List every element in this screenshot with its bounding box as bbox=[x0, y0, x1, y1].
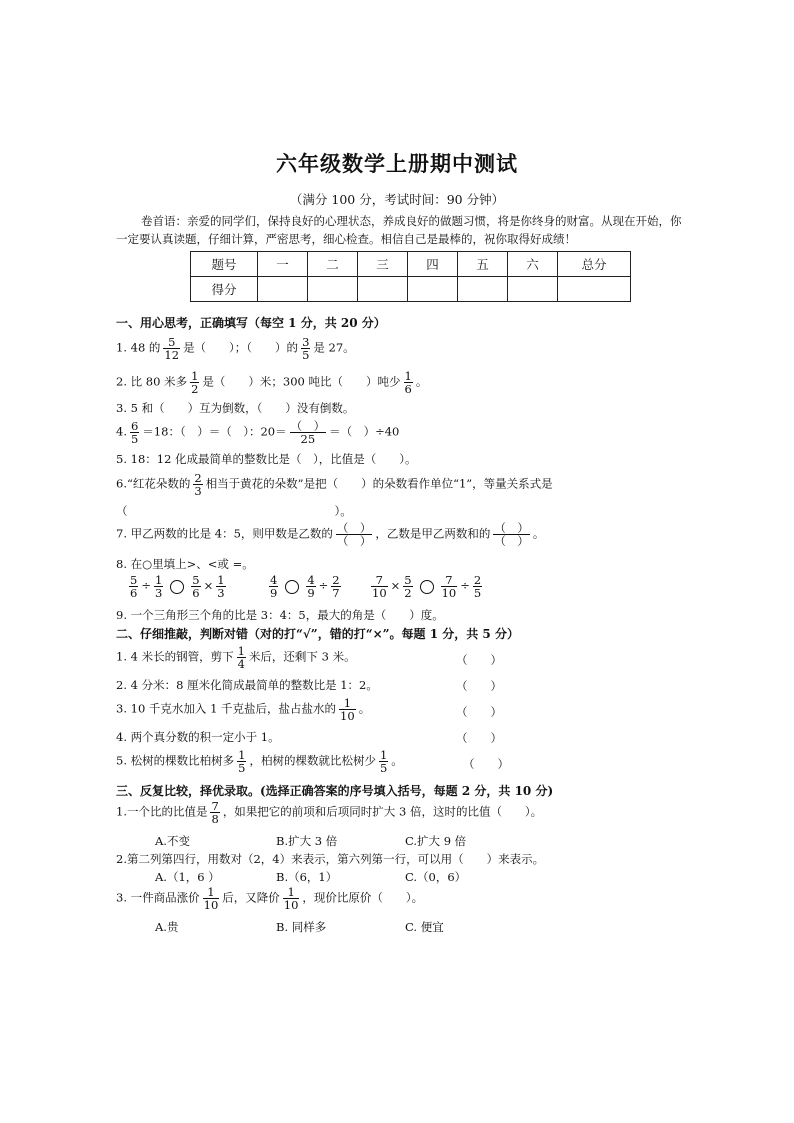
numerator: 1 bbox=[154, 573, 163, 587]
numerator: 1 bbox=[237, 644, 245, 658]
question-text: 1. 48 的 bbox=[116, 340, 161, 355]
question-text: 。 bbox=[415, 374, 428, 389]
denominator: 3 bbox=[154, 586, 163, 600]
denominator: 2 bbox=[191, 382, 199, 396]
question-1-2 bbox=[116, 370, 427, 395]
score-header-cell: 三 bbox=[358, 252, 408, 277]
comparison-3 bbox=[368, 574, 485, 599]
denominator: 10 bbox=[441, 586, 457, 600]
question-1-8: 8. 在○里填上>、<或 =。 bbox=[116, 557, 254, 571]
question-text: 后，又降价 bbox=[222, 890, 280, 905]
numerator: 1 bbox=[404, 369, 412, 383]
question-text: 是（ ）米；300 吨比（ ）吨少 bbox=[202, 374, 401, 389]
option-c[interactable]: C.（0，6） bbox=[405, 870, 467, 884]
fraction bbox=[190, 370, 199, 395]
fraction bbox=[404, 370, 413, 395]
numerator: 5 bbox=[404, 573, 412, 587]
fraction bbox=[203, 886, 220, 911]
fraction bbox=[379, 749, 388, 774]
option-b[interactable]: B.（6，1） bbox=[276, 870, 338, 884]
question-text: ，柏树的棵数就比松树少 bbox=[249, 753, 376, 768]
fraction bbox=[154, 574, 163, 599]
score-header-cell: 五 bbox=[458, 252, 508, 277]
score-header-cell: 四 bbox=[408, 252, 458, 277]
answer-bracket[interactable]: （ ） bbox=[456, 679, 502, 693]
option-c[interactable]: C. 便宜 bbox=[405, 920, 444, 934]
denominator: 9 bbox=[307, 586, 315, 600]
question-1-9: 9. 一个三角形三个角的比是 3：4：5，最大的角是（ ）度。 bbox=[116, 608, 444, 622]
denominator: 5 bbox=[302, 348, 310, 362]
operator: × bbox=[203, 578, 214, 593]
fraction bbox=[193, 472, 202, 497]
question-text: 6.“红花朵数的 bbox=[116, 476, 191, 491]
answer-bracket[interactable]: （ ） bbox=[456, 653, 502, 667]
numerator: 1 bbox=[379, 748, 388, 762]
option-c[interactable]: C.扩大 9 倍 bbox=[405, 834, 467, 848]
fraction bbox=[403, 574, 412, 599]
numerator: 1 bbox=[191, 369, 199, 383]
numerator: 1 bbox=[339, 697, 356, 710]
score-input-cell[interactable] bbox=[358, 277, 408, 302]
question-text: 米后，还剩下 3 米。 bbox=[248, 649, 356, 664]
fraction bbox=[371, 574, 388, 599]
fraction bbox=[237, 645, 246, 670]
numerator: （ ） bbox=[290, 419, 326, 433]
question-3-2: 2.第二列第四行，用数对（2，4）来表示，第六列第一行，可以用（ ）来表示。 bbox=[116, 852, 545, 866]
question-text: ，如果把它的前项和后项同时扩大 3 倍，这时的比值（ ）。 bbox=[222, 804, 543, 819]
denominator: 6 bbox=[404, 382, 412, 396]
fraction bbox=[283, 886, 300, 911]
denominator: 10 bbox=[340, 709, 355, 723]
fraction bbox=[237, 749, 246, 774]
numerator: 4 bbox=[307, 573, 315, 587]
question-1-6 bbox=[116, 472, 553, 497]
operator: ÷ bbox=[141, 578, 151, 593]
answer-bracket[interactable]: （ ） bbox=[463, 757, 509, 771]
question-text: 。 bbox=[358, 701, 371, 716]
numerator: 7 bbox=[211, 799, 219, 813]
score-input-cell[interactable] bbox=[458, 277, 508, 302]
denominator: 5 bbox=[130, 432, 139, 446]
question-text: 1.一个比的比值是 bbox=[116, 804, 208, 819]
denominator: 3 bbox=[194, 484, 202, 498]
denominator: 5 bbox=[473, 586, 482, 600]
section-1-heading: 一、用心思考，正确填写（每空 1 分，共 20 分） bbox=[116, 316, 386, 330]
denominator: 5 bbox=[238, 761, 246, 775]
question-1-1 bbox=[116, 336, 355, 361]
denominator: 5 bbox=[379, 761, 388, 775]
question-2-4: 4. 两个真分数的积一定小于 1。 bbox=[116, 730, 280, 744]
numerator: 6 bbox=[130, 419, 139, 433]
question-text: 。 bbox=[532, 526, 545, 541]
denominator: 2 bbox=[404, 586, 412, 600]
score-input-cell[interactable] bbox=[408, 277, 458, 302]
denominator: 7 bbox=[332, 586, 340, 600]
intro-paragraph: 卷首语：亲爱的同学们，保持良好的心理状态，养成良好的做题习惯，将是你终身的财富。从现在开始，你一定要认真读题，仔细计算，严密思考，细心检查。相信自己是最棒的，祝你取得好成绩！ bbox=[116, 214, 682, 246]
numerator: 2 bbox=[194, 471, 202, 485]
question-text: ＝（ ）÷40 bbox=[329, 424, 400, 439]
numerator: 7 bbox=[441, 574, 458, 587]
denominator: （ ） bbox=[494, 534, 529, 548]
fraction bbox=[473, 574, 482, 599]
comparison-1 bbox=[126, 574, 229, 599]
fraction bbox=[130, 420, 139, 445]
question-text: 2. 比 80 米多 bbox=[116, 374, 188, 389]
denominator: 6 bbox=[192, 586, 200, 600]
operator: × bbox=[390, 578, 401, 593]
question-3-1 bbox=[116, 800, 542, 825]
operator: ÷ bbox=[318, 578, 329, 593]
section-3-heading: 三、反复比较，择优录取。(选择正确答案的序号填入括号，每题 2 分，共 10 分) bbox=[116, 784, 554, 798]
question-text: 1. 4 米长的钢管，剪下 bbox=[116, 649, 234, 664]
denominator: 8 bbox=[211, 812, 219, 826]
question-2-3 bbox=[116, 697, 370, 722]
operator: ÷ bbox=[460, 578, 470, 593]
question-1-7 bbox=[116, 522, 544, 547]
question-text: 5. 松树的棵数比柏树多 bbox=[116, 753, 235, 768]
denominator: 3 bbox=[217, 586, 225, 600]
fraction bbox=[269, 574, 278, 599]
score-header-cell: 六 bbox=[508, 252, 558, 277]
question-text: 相当于黄花的朵数”是把（ ）的朵数看作单位“1”，等量关系式是 bbox=[205, 476, 553, 491]
score-label-cell: 得分 bbox=[191, 277, 258, 302]
fraction bbox=[290, 420, 327, 445]
score-input-cell[interactable] bbox=[258, 277, 308, 302]
fraction bbox=[163, 336, 180, 361]
fraction bbox=[331, 574, 340, 599]
answer-circle[interactable] bbox=[170, 580, 184, 594]
score-value-row bbox=[191, 277, 631, 302]
numerator: 5 bbox=[163, 336, 180, 349]
score-header-cell: 总分 bbox=[558, 252, 631, 277]
question-1-3: 3. 5 和（ ）互为倒数，（ ）没有倒数。 bbox=[116, 401, 355, 415]
fraction bbox=[441, 574, 458, 599]
numerator: 1 bbox=[283, 886, 300, 899]
score-header-cell: 二 bbox=[308, 252, 358, 277]
denominator: 10 bbox=[203, 898, 219, 912]
score-header-cell: 一 bbox=[258, 252, 308, 277]
question-text: 3. 一件商品涨价 bbox=[116, 890, 200, 905]
numerator: 1 bbox=[238, 748, 246, 762]
fraction bbox=[339, 697, 356, 722]
option-b[interactable]: B.扩大 3 倍 bbox=[276, 834, 338, 848]
question-text: 是（ ）；（ ）的 bbox=[183, 340, 299, 355]
score-input-cell[interactable] bbox=[508, 277, 558, 302]
question-2-2: 2. 4 分米：8 厘米化简成最简单的整数比是 1：2。 bbox=[116, 678, 378, 692]
numerator: 1 bbox=[217, 573, 225, 587]
question-3-3 bbox=[116, 886, 423, 911]
denominator: 12 bbox=[164, 348, 180, 362]
comparison-2 bbox=[266, 574, 344, 599]
denominator: 10 bbox=[283, 898, 299, 912]
answer-circle[interactable] bbox=[285, 580, 299, 594]
score-table bbox=[190, 251, 631, 302]
numerator: 2 bbox=[332, 573, 340, 587]
answer-circle[interactable] bbox=[420, 580, 434, 594]
numerator: 2 bbox=[473, 573, 482, 587]
denominator: 10 bbox=[372, 586, 387, 600]
question-1-6-answer: （ ）。 bbox=[116, 504, 352, 518]
question-text: 。 bbox=[391, 753, 403, 768]
numerator: 7 bbox=[371, 574, 388, 587]
fraction bbox=[493, 522, 530, 547]
denominator: 6 bbox=[130, 586, 138, 600]
question-text: 7. 甲乙两数的比是 4：5，则甲数是乙数的 bbox=[116, 526, 333, 541]
question-2-5 bbox=[116, 749, 403, 774]
question-text: ，乙数是甲乙两数和的 bbox=[375, 526, 491, 541]
question-text: ，现价比原价（ ）。 bbox=[302, 890, 424, 905]
numerator: 3 bbox=[302, 335, 310, 349]
score-input-cell[interactable] bbox=[558, 277, 631, 302]
question-text: 4. bbox=[116, 424, 127, 439]
numerator: 5 bbox=[130, 573, 138, 587]
score-header-row bbox=[191, 252, 631, 277]
option-a[interactable]: A.不变 bbox=[155, 834, 190, 848]
question-1-4 bbox=[116, 420, 399, 445]
fraction bbox=[301, 336, 310, 361]
answer-bracket[interactable]: （ ） bbox=[456, 731, 502, 745]
score-header-cell: 题号 bbox=[191, 252, 258, 277]
question-text: 是 27。 bbox=[313, 340, 355, 355]
fraction bbox=[306, 574, 315, 599]
option-a[interactable]: A.贵 bbox=[155, 920, 179, 934]
question-2-1 bbox=[116, 645, 356, 670]
option-b[interactable]: B. 同样多 bbox=[276, 920, 327, 934]
fraction bbox=[216, 574, 225, 599]
question-text: ＝18：（ ）＝（ ）：20＝ bbox=[142, 424, 287, 439]
question-text: 3. 10 千克水加入 1 千克盐后，盐占盐水的 bbox=[116, 701, 337, 716]
numerator: 1 bbox=[203, 886, 220, 899]
answer-bracket[interactable]: （ ） bbox=[456, 705, 502, 719]
page-title: 六年级数学上册期中测试 bbox=[276, 151, 518, 176]
denominator: 4 bbox=[237, 657, 245, 671]
numerator: （ ） bbox=[494, 521, 529, 535]
denominator: （ ） bbox=[336, 534, 372, 548]
fraction bbox=[191, 574, 200, 599]
numerator: （ ） bbox=[336, 521, 372, 535]
option-a[interactable]: A.（1，6 ） bbox=[155, 870, 220, 884]
numerator: 5 bbox=[192, 573, 200, 587]
denominator: 9 bbox=[270, 586, 278, 600]
question-1-5: 5. 18：12 化成最简单的整数比是（ ），比值是（ ）。 bbox=[116, 452, 417, 466]
fraction bbox=[336, 522, 373, 547]
fraction bbox=[210, 800, 219, 825]
section-2-heading: 二、仔细推敲，判断对错（对的打“√”，错的打“×”。每题 1 分，共 5 分） bbox=[116, 627, 519, 641]
denominator: 25 bbox=[300, 432, 316, 446]
numerator: 4 bbox=[270, 573, 278, 587]
fraction bbox=[129, 574, 138, 599]
exam-info: （满分 100 分，考试时间：90 分钟） bbox=[289, 192, 505, 207]
score-input-cell[interactable] bbox=[308, 277, 358, 302]
